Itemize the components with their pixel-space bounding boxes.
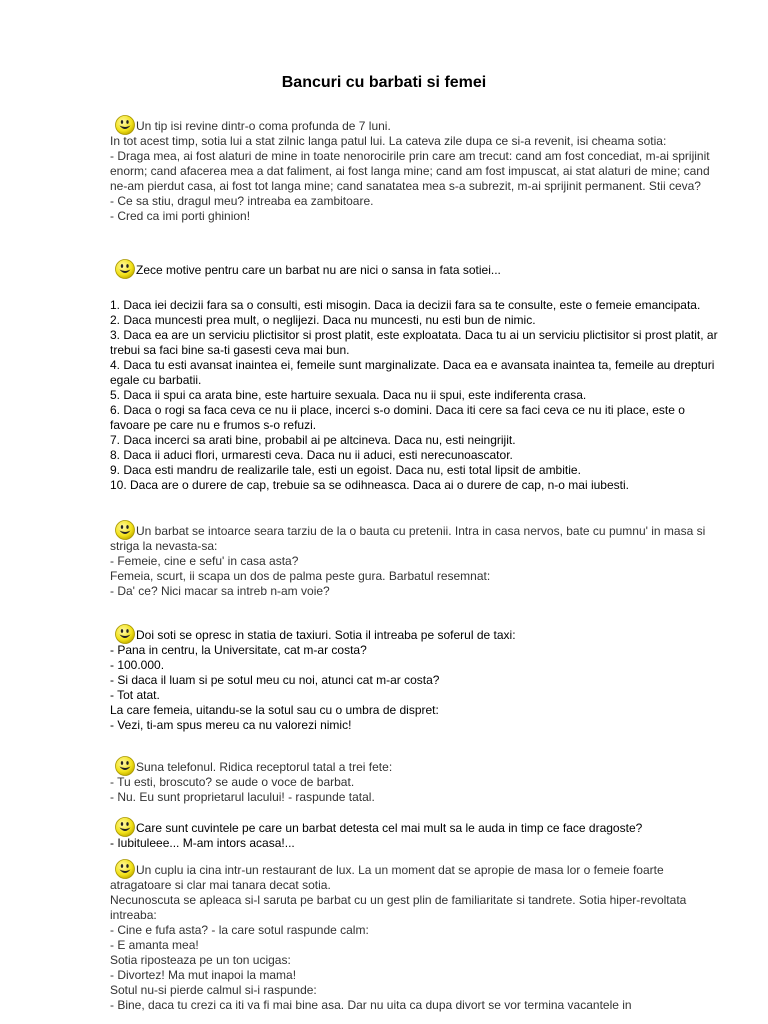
joke-line: Necunoscuta se apleaca si-l saruta pe barbat cu un gest plin de familiaritate si tandrete. Sotia hiper-revoltata intreaba: [110, 893, 690, 922]
joke-1 [110, 114, 722, 224]
joke-line: - Si daca il luam si pe sotul meu cu noi, atunci cat m-ar costa? [110, 673, 440, 687]
joke-line: - Tot atat. [110, 688, 160, 702]
smiley-face-icon [114, 519, 134, 539]
joke-line: Care sunt cuvintele pe care un barbat detesta cel mai mult sa le auda in timp ce face dragoste? [136, 821, 643, 835]
joke-line: - E amanta mea! [110, 938, 199, 952]
joke-line: Un tip isi revine dintr-o coma profunda de 7 luni. [136, 119, 391, 133]
joke-3 [110, 519, 722, 599]
joke-4 [110, 623, 722, 733]
joke-line: Un barbat se intoarce seara tarziu de la o bauta cu pretenii. Intra in casa nervos, bate cu pumnu' in masa si striga la nevasta-sa: [110, 524, 709, 553]
joke-line: Un cuplu ia cina intr-un restaurant de lux. La un moment dat se apropie de masa lor o femeie foarte atragatoare si clar mai tanara decat sotia. [110, 863, 667, 892]
joke-line: - Nu. Eu sunt proprietarul lacului! - raspunde tatal. [110, 790, 375, 804]
joke-line: - Ce sa stiu, dragul meu? intreaba ea zambitoare. [110, 194, 374, 208]
joke-line: Sotia riposteaza pe un ton ucigas: [110, 953, 291, 967]
joke-2 [110, 258, 722, 278]
list-item: 4. Daca tu esti avansat inaintea ei, femeile sunt marginalizate. Daca ea e avansata inaintea ta, femeile au drepturi egale cu barbatii. [110, 358, 718, 387]
smiley-face-icon [114, 258, 134, 278]
joke-6 [110, 816, 722, 851]
joke-5 [110, 755, 722, 805]
joke-line: - Femeie, cine e sefu' in casa asta? [110, 554, 299, 568]
joke-line: - 100.000. [110, 658, 165, 672]
joke-line: - Cine e fufa asta? - la care sotul raspunde calm: [110, 923, 369, 937]
joke-line: - Pana in centru, la Universitate, cat m-ar costa? [110, 643, 367, 657]
list-item: 7. Daca incerci sa arati bine, probabil ai pe altcineva. Daca nu, esti neingrijit. [110, 433, 516, 447]
list-item: 8. Daca ii aduci flori, urmaresti ceva. Daca nu ii aduci, esti nerecunoascator. [110, 448, 513, 462]
joke-7 [110, 858, 722, 1013]
list-item: 2. Daca muncesti prea mult, o neglijezi. Daca nu muncesti, nu esti bun de nimic. [110, 313, 536, 327]
joke-line: - Bine, daca tu crezi ca iti va fi mai bine asa. Dar nu uita ca dupa divort se vor termina vacantele in [110, 998, 632, 1012]
joke-line: In tot acest timp, sotia lui a stat zilnic langa patul lui. La cateva zile dupa ce si-a revenit, isi cheama sotia: [110, 134, 667, 148]
joke-line: - Cred ca imi porti ghinion! [110, 209, 251, 223]
joke-line: Suna telefonul. Ridica receptorul tatal a trei fete: [136, 760, 393, 774]
list-item: 9. Daca esti mandru de realizarile tale, esti un egoist. Daca nu, esti total lipsit de ambitie. [110, 463, 581, 477]
joke-intro: Zece motive pentru care un barbat nu are nici o sansa in fata sotiei... [136, 263, 501, 277]
joke-line: La care femeia, uitandu-se la sotul sau cu o umbra de dispret: [110, 703, 439, 717]
joke-line: - Da' ce? Nici macar sa intreb n-am voie? [110, 584, 330, 598]
smiley-face-icon [114, 755, 134, 775]
page-title: Bancuri cu barbati si femei [281, 74, 487, 91]
joke-line: - Iubituleee... M-am intors acasa!... [110, 836, 295, 850]
joke-line: Sotul nu-si pierde calmul si-i raspunde: [110, 983, 317, 997]
joke-line: - Vezi, ti-am spus mereu ca nu valorezi nimic! [110, 718, 352, 732]
smiley-face-icon [114, 114, 134, 134]
list-item: 3. Daca ea are un serviciu plictisitor si prost platit, este exploatata. Daca tu ai un serviciu plictisitor si prost platit, ar trebui sa faci bine sa-ti gasesti ceva mai bun. [110, 328, 721, 357]
smiley-face-icon [114, 858, 134, 878]
joke-line: - Tu esti, broscuto? se aude o voce de barbat. [110, 775, 355, 789]
joke-line: - Divortez! Ma mut inapoi la mama! [110, 968, 297, 982]
smiley-face-icon [114, 623, 134, 643]
list-item: 1. Daca iei decizii fara sa o consulti, esti misogin. Daca ia decizii fara sa te consulte, este o femeie emancipata. [110, 298, 701, 312]
joke-2-list [110, 298, 722, 493]
joke-line: Femeia, scurt, ii scapa un dos de palma peste gura. Barbatul resemnat: [110, 569, 491, 583]
joke-line: - Draga mea, ai fost alaturi de mine in toate nenorocirile prin care am trecut: cand am fost concediat, m-ai sprijinit enorm; cand afacerea mea a dat faliment, ai fost langa mine; cand am fost impuscat, ai stat alaturi de mine; cand ne-am pierdut casa, ai fost tot langa mine; cand sanatatea mea s-a subrezit, m-ai sprijinit permanent. Stii ceva? [110, 149, 713, 193]
list-item: 5. Daca ii spui ca arata bine, este hartuire sexuala. Daca nu ii spui, este indiferenta crasa. [110, 388, 587, 402]
list-item: 10. Daca are o durere de cap, trebuie sa se odihneasca. Daca ai o durere de cap, n-o mai iubesti. [110, 478, 629, 492]
joke-line: Doi soti se opresc in statia de taxiuri. Sotia il intreaba pe soferul de taxi: [136, 628, 516, 642]
list-item: 6. Daca o rogi sa faca ceva ce nu ii place, incerci s-o domini. Daca iti cere sa faci ceva ce nu iti place, este o favoare pe care nu e frumos s-o refuzi. [110, 403, 689, 432]
smiley-face-icon [114, 816, 134, 836]
